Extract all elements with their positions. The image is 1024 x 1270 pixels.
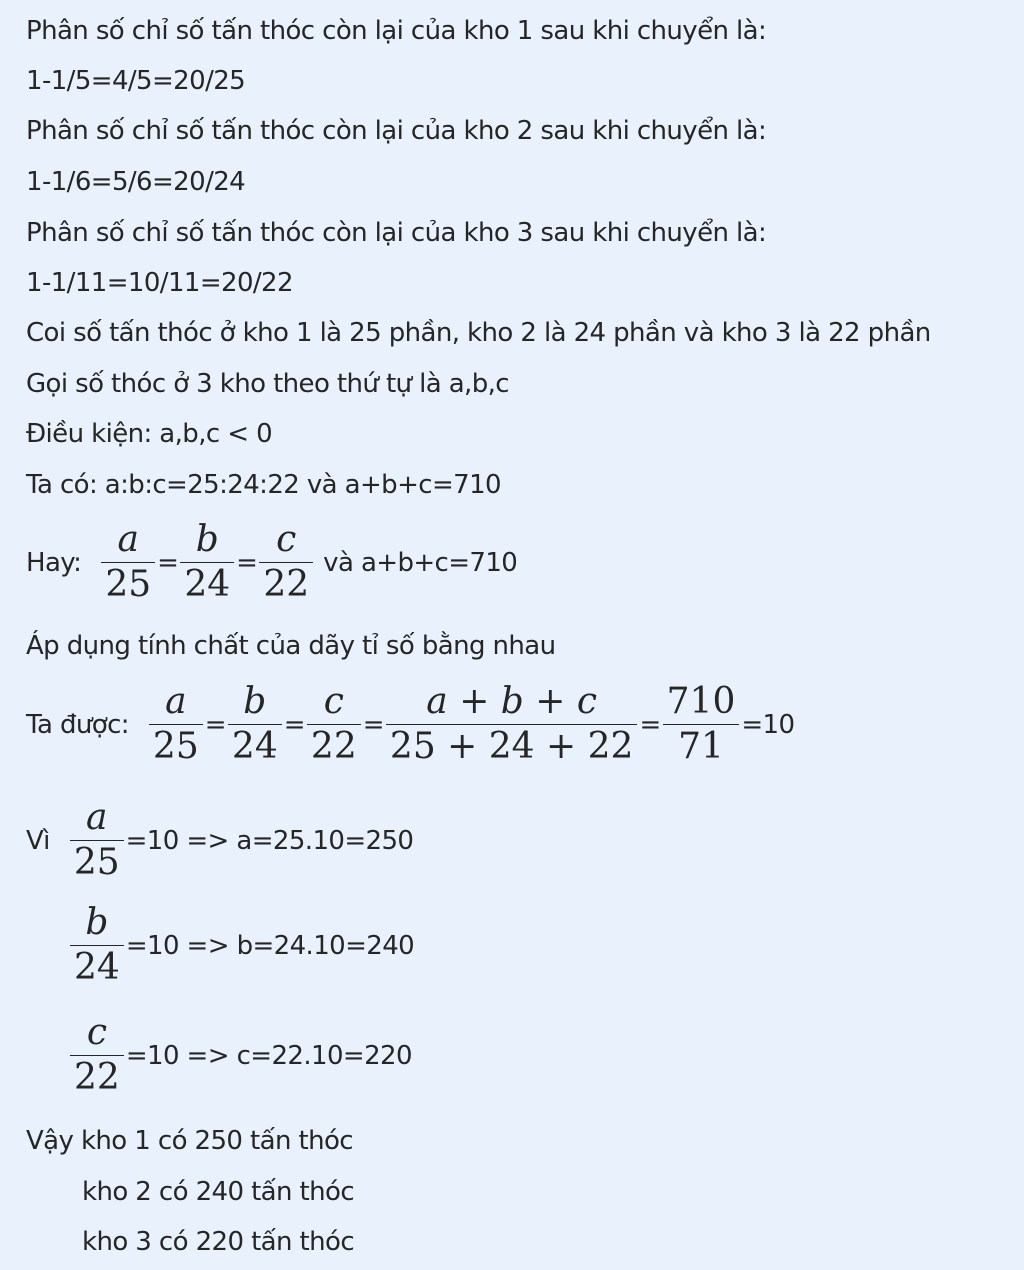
taduoc-label: Ta được: [26, 709, 129, 740]
vi-row-a: Vì $\frac{a}{25}$ =10 => a=25.10=250 [26, 797, 414, 883]
text-line: Phân số chỉ số tấn thóc còn lại của kho 3 sau khi chuyển là: [26, 218, 767, 248]
fraction: $\frac{c}{22}$ [259, 522, 313, 603]
vi-label: Vì [26, 825, 50, 856]
fraction: $\frac{710}{71}$ [663, 684, 740, 765]
fraction: $\frac{a}{25}$ [70, 800, 124, 881]
fraction: $\frac{c}{22}$ [70, 1015, 124, 1096]
text-line: Ta có: a:b:c=25:24:22 và a+b+c=710 [26, 470, 501, 500]
text-line: Phân số chỉ số tấn thóc còn lại của kho 2 sau khi chuyển là: [26, 116, 767, 146]
taduoc-equation: Ta được: $\frac{a}{25}$ = $\frac{b}{24}$ = $\frac{c}{22}$ = $\frac{a + b + c}{25 + 24 + 22}$ = $\frac{710}{71}$ =10 [26, 681, 795, 767]
text-line: Coi số tấn thóc ở kho 1 là 25 phần, kho 2 là 24 phần và kho 3 là 22 phần [26, 318, 931, 348]
text-line: Điều kiện: a,b,c < 0 [26, 419, 273, 449]
text-line: 1-1/11=10/11=20/22 [26, 268, 293, 298]
vi-row-c: $\frac{c}{22}$ =10 => c=22.10=220 [68, 1015, 412, 1096]
fraction: $\frac{b}{24}$ [228, 684, 282, 765]
text-line: Gọi số thóc ở 3 kho theo thứ tự là a,b,c [26, 369, 509, 399]
fraction: $\frac{a + b + c}{25 + 24 + 22}$ [386, 684, 638, 765]
fraction: $\frac{c}{22}$ [307, 684, 361, 765]
hay-label: Hay: [26, 547, 82, 578]
text-line: Phân số chỉ số tấn thóc còn lại của kho 1 sau khi chuyển là: [26, 16, 767, 46]
conclusion-line: Vậy kho 1 có 250 tấn thóc [26, 1126, 353, 1156]
text-line: 1-1/5=4/5=20/25 [26, 66, 246, 96]
hay-tail: và a+b+c=710 [323, 547, 518, 578]
fraction: $\frac{a}{25}$ [101, 522, 155, 603]
conclusion-line: kho 3 có 220 tấn thóc [82, 1227, 355, 1257]
vi-row-b: $\frac{b}{24}$ =10 => b=24.10=240 [68, 905, 414, 986]
fraction: $\frac{b}{24}$ [70, 905, 124, 986]
text-line: Áp dụng tính chất của dãy tỉ số bằng nhau [26, 631, 556, 661]
hay-equation: Hay: $\frac{a}{25}$ = $\frac{b}{24}$ = $\frac{c}{22}$ và a+b+c=710 [26, 519, 518, 605]
taduoc-tail: =10 [741, 709, 795, 740]
fraction: $\frac{a}{25}$ [149, 684, 203, 765]
fraction: $\frac{b}{24}$ [180, 522, 234, 603]
conclusion-line: kho 2 có 240 tấn thóc [82, 1177, 355, 1207]
text-line: 1-1/6=5/6=20/24 [26, 167, 246, 197]
